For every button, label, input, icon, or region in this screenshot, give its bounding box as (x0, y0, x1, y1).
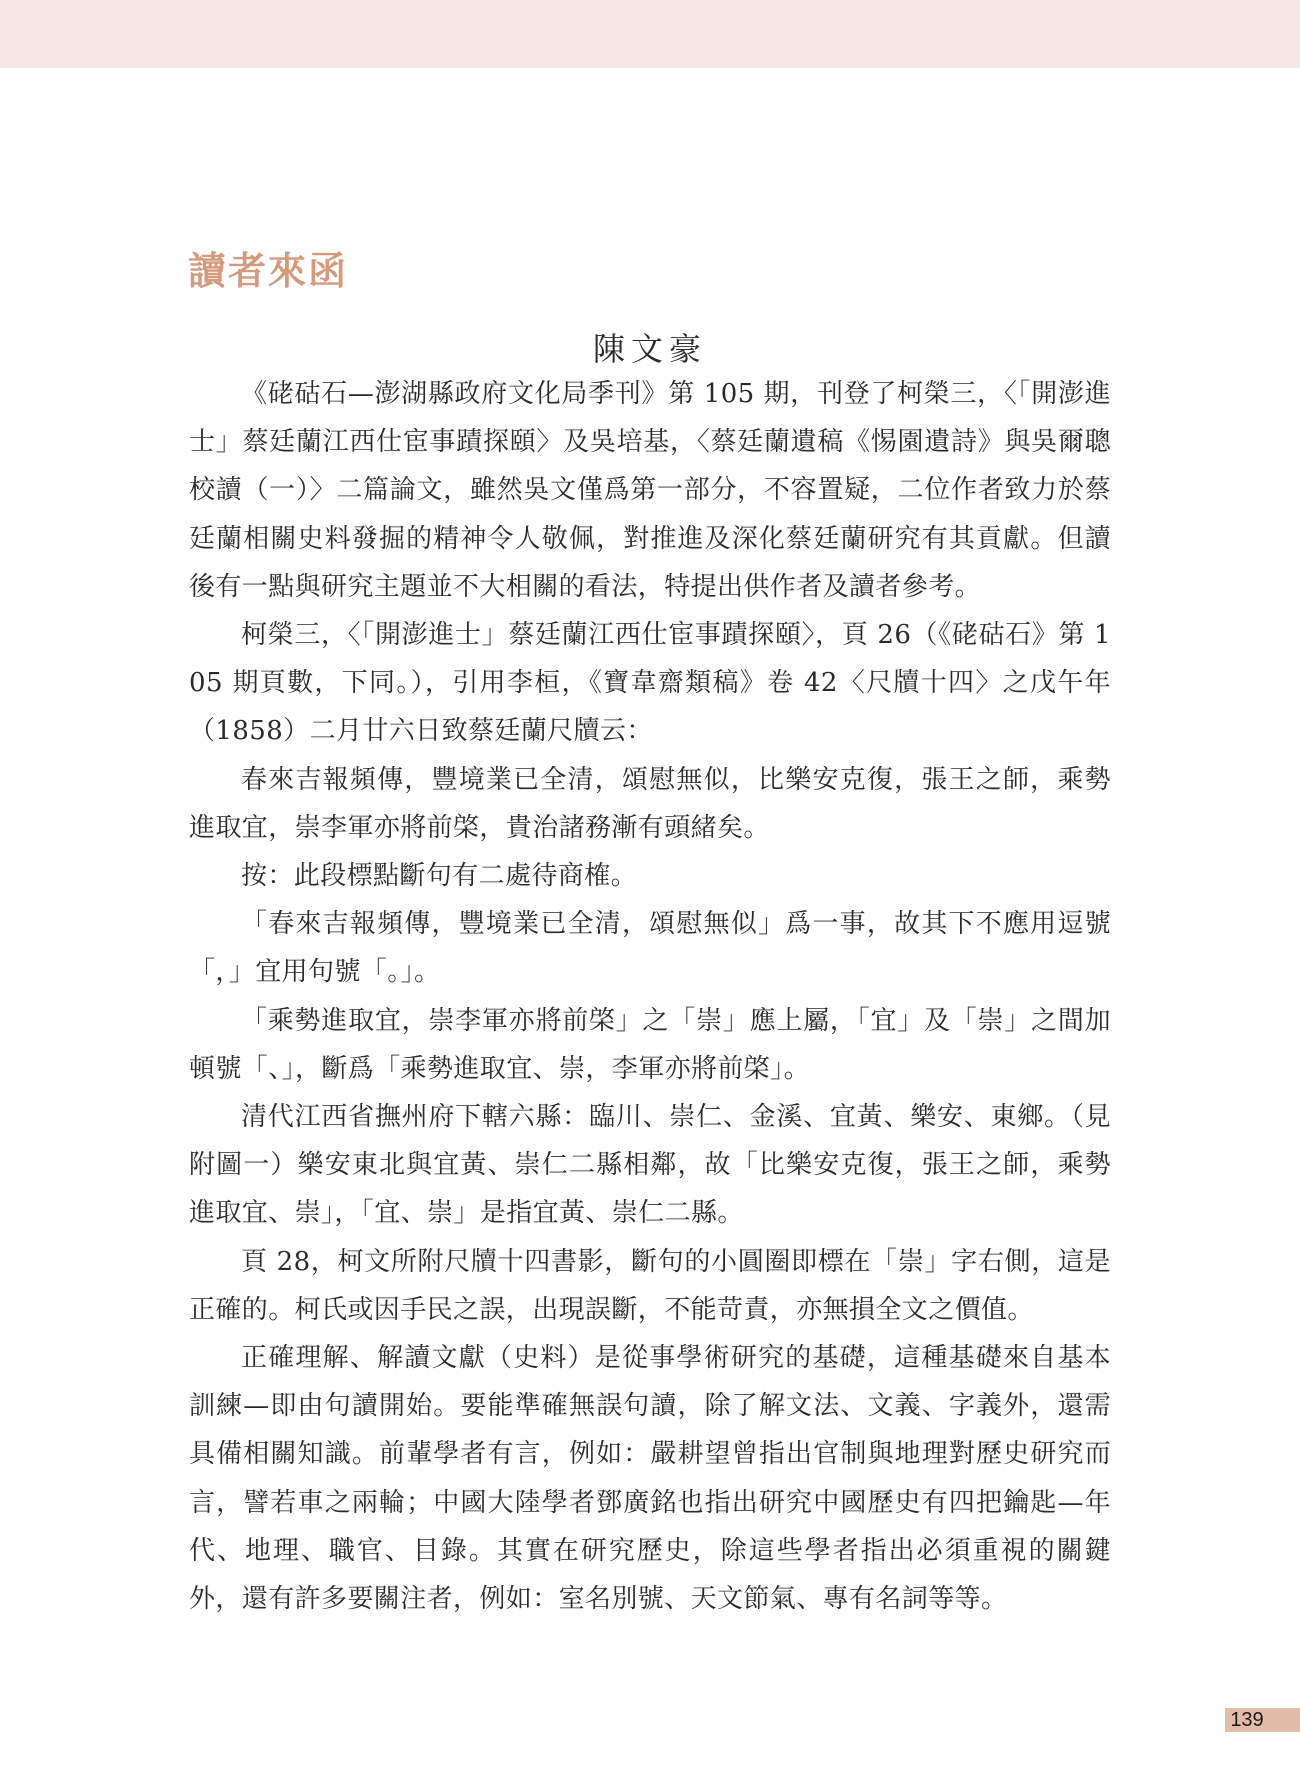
author-name: 陳文豪 (592, 330, 707, 368)
paragraph: 正確理解、解讀文獻（史料）是從事學術研究的基礎，這種基礎來自基本訓練—即由句讀開始。要能準確無誤句讀，除了解文法、文義、字義外，還需具備相關知識。前輩學者有言，例如：嚴耕望曾指出官制與地理對歷史研究而言，譬若車之兩輪；中國大陸學者鄧廣銘也指出研究中國歷史有四把鑰匙—年代、地理、職官、目錄。其實在研究歷史，除這些學者指出必須重視的關鍵外，還有許多要關注者，例如：室名別號、天文節氣、專有名詞等等。 (189, 1343, 1111, 1615)
paragraph: 柯榮三，〈「開澎進士」蔡廷蘭江西仕宦事蹟探頤〉，頁 26（《硓𥑮石》第 105 期頁數，下同。），引用李桓，《寶韋齋類稿》卷 42〈尺牘十四〉之戊午年（1858）二月廿六日致蔡廷蘭尺牘云： (189, 620, 1111, 747)
top-decorative-band (0, 0, 1300, 68)
section-heading: 讀者來函 (188, 249, 349, 293)
paragraph: 《硓𥑮石—澎湖縣政府文化局季刊》第 105 期，刊登了柯榮三，〈「開澎進士」蔡廷蘭江西仕宦事蹟探頤〉及吳培基，〈蔡廷蘭遺稿《惕園遺詩》與吳爾聰校讀（一）〉二篇論文，雖然吳文僅爲第一部分，不容置疑，二位作者致力於蔡廷蘭相關史料發掘的精神令人敬佩，對推進及深化蔡廷蘭研究有其貢獻。但讀後有一點與研究主題並不大相關的看法，特提出供作者及讀者參考。 (189, 379, 1111, 602)
paragraph: 清代江西省撫州府下轄六縣：臨川、崇仁、金溪、宜黃、樂安、東鄉。（見附圖一）樂安東北與宜黃、崇仁二縣相鄰，故「比樂安克復，張王之師，乘勢進取宜、崇」，「宜、崇」是指宜黃、崇仁二縣。 (189, 1102, 1111, 1229)
paragraph: 「春來吉報頻傳，豐境業已全清，頌慰無似」爲一事，故其下不應用逗號「，」宜用句號「。」。 (189, 909, 1111, 988)
paragraph: 按：此段標點斷句有二處待商榷。 (241, 861, 638, 892)
paragraph: 頁 28，柯文所附尺牘十四書影，斷句的小圓圈即標在「崇」字右側，這是正確的。柯氏或因手民之誤，出現誤斷，不能苛責，亦無損全文之價值。 (189, 1246, 1111, 1325)
paragraph: 「乘勢進取宜，崇李軍亦將前棨」之「崇」應上屬，「宜」及「崇」之間加頓號「、」，斷爲「乘勢進取宜、崇，李軍亦將前棨」。 (189, 1005, 1111, 1084)
letter-body (189, 370, 1111, 1623)
quoted-letter-text: 春來吉報頻傳，豐境業已全清，頌慰無似，比樂安克復，張王之師，乘勢進取宜，崇李軍亦將前棨，貴治諸務漸有頭緒矣。 (189, 764, 1111, 843)
page-number: 139 (1230, 1709, 1264, 1731)
